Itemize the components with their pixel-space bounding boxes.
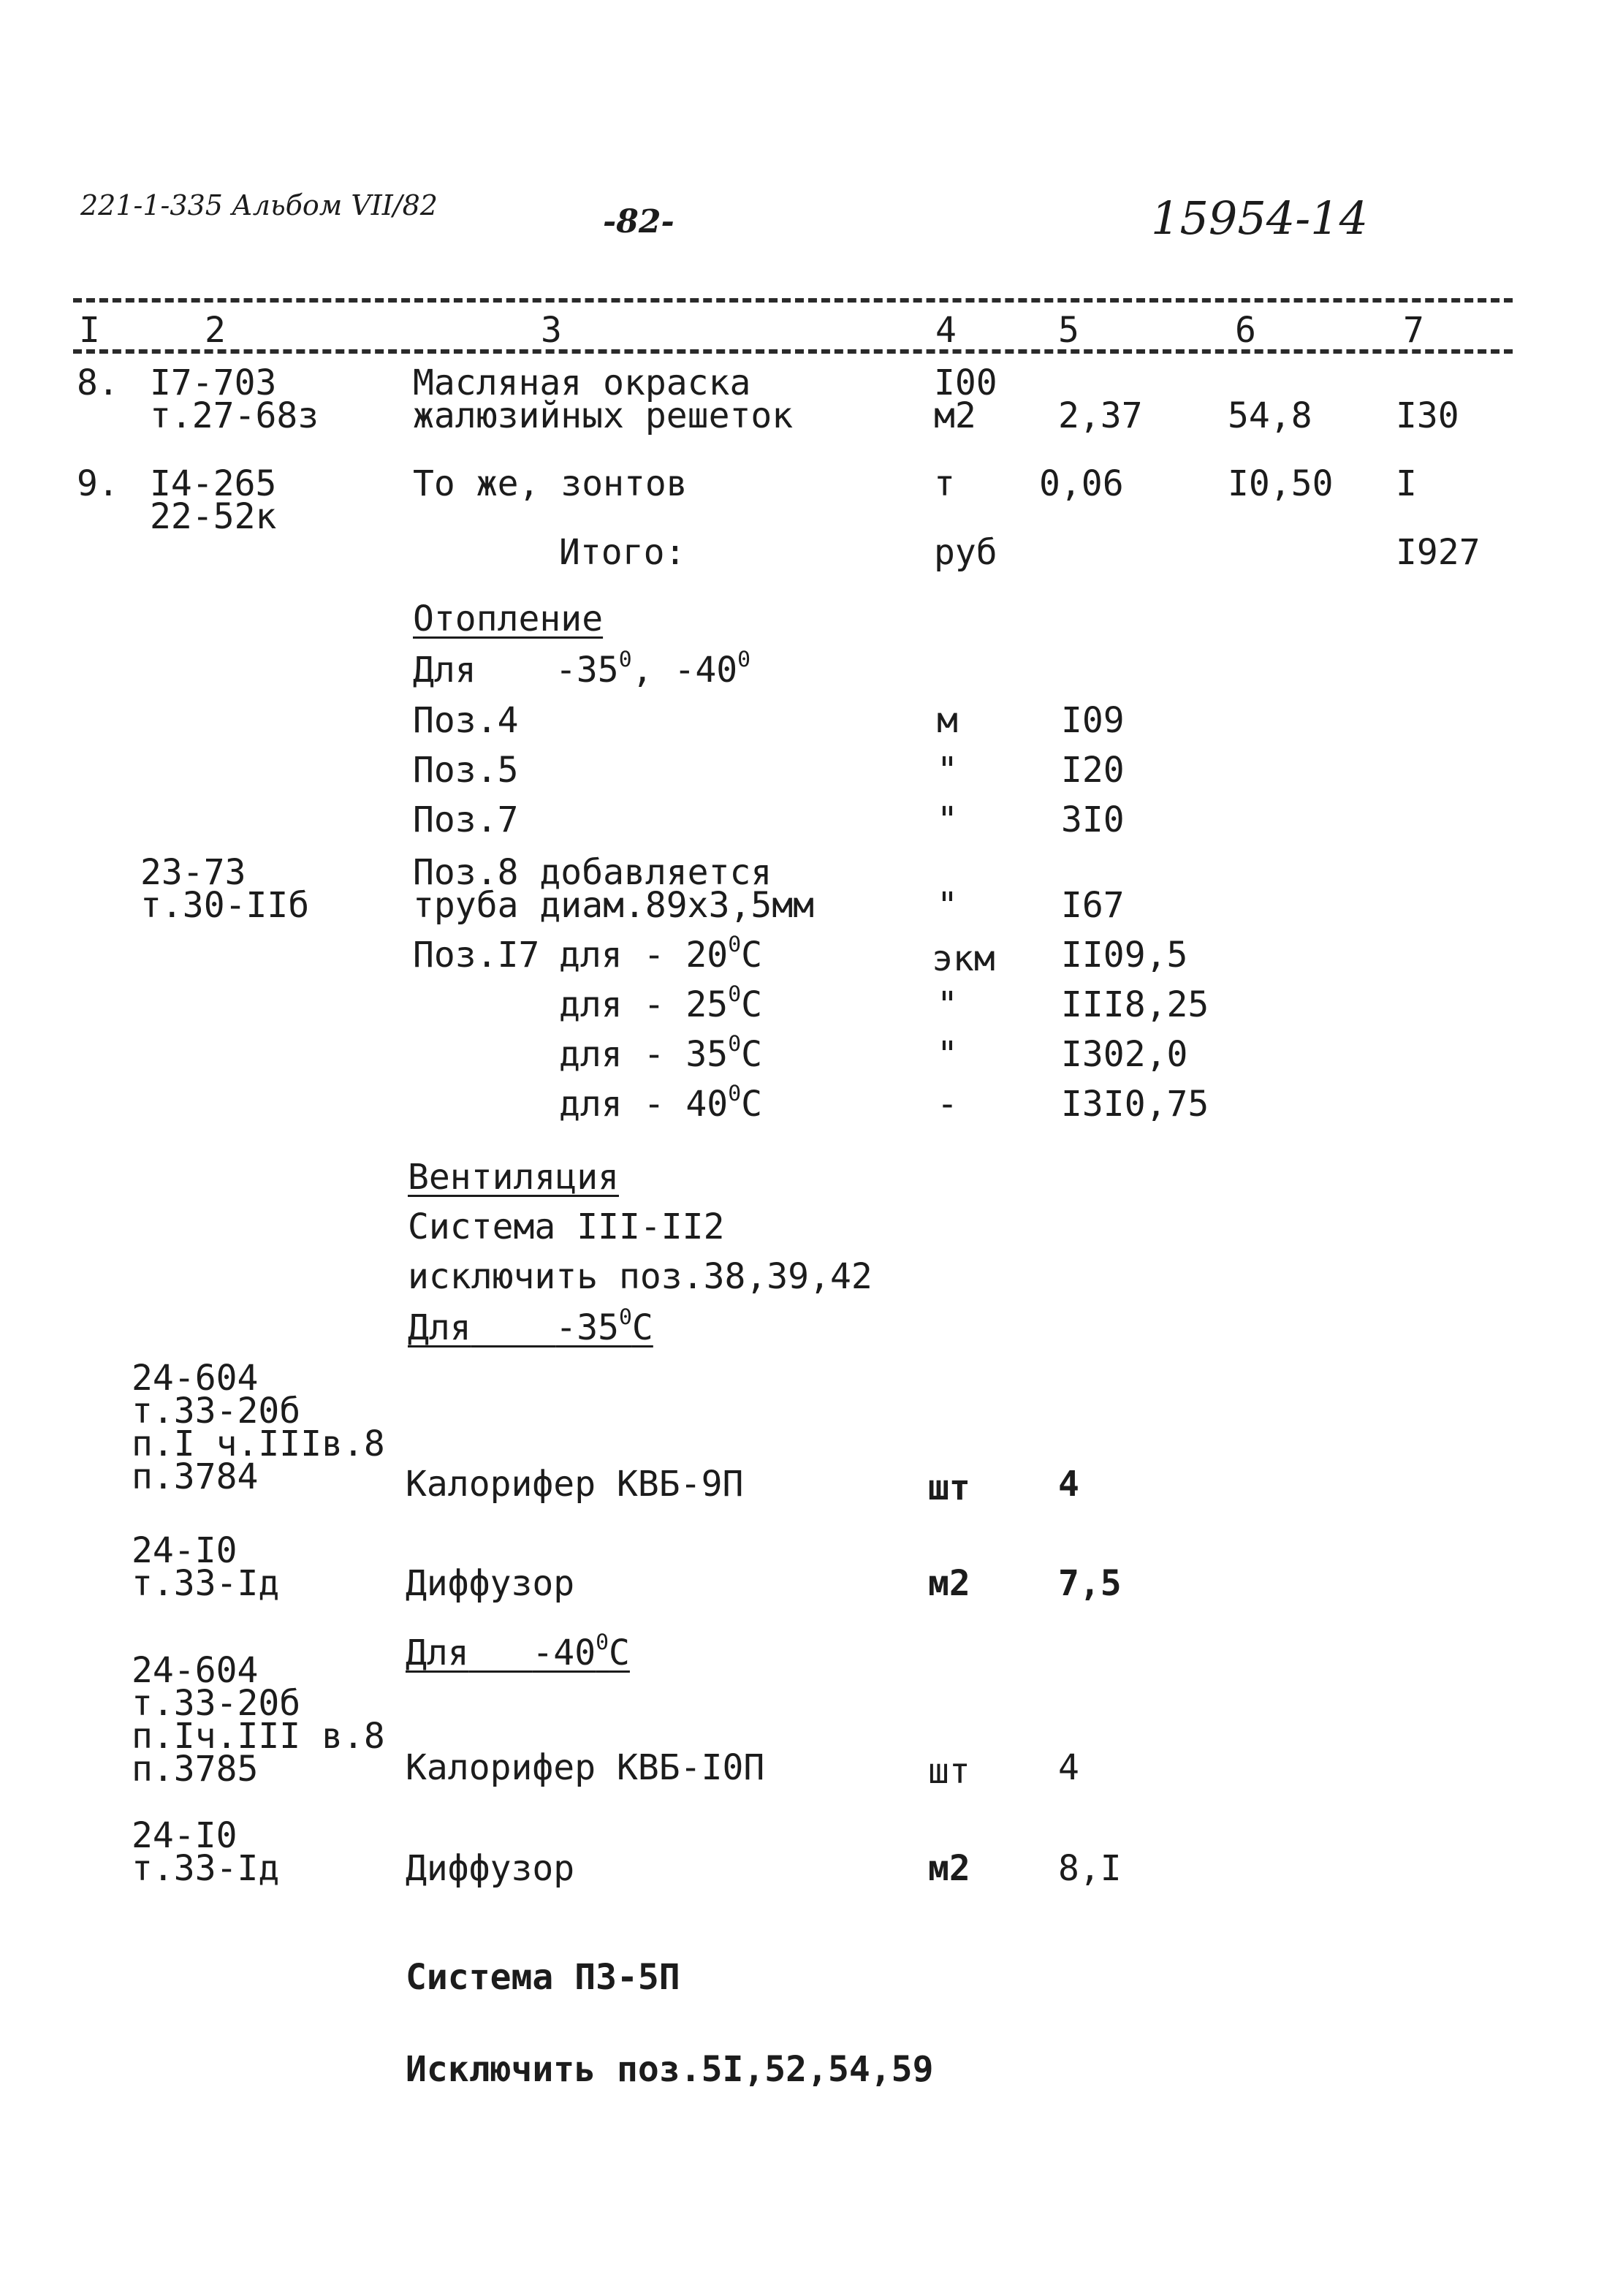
for-minus-40: Для $-40^0C$ bbox=[406, 1630, 630, 1673]
row-9-number: 9. bbox=[77, 463, 119, 504]
heater-10p-code-1: 24-604 bbox=[132, 1650, 259, 1691]
diffuser-2-code-1: 24-I0 bbox=[132, 1815, 237, 1856]
dashed-rule-bottom bbox=[73, 349, 1513, 354]
archive-note: 221-1-335 Альбом VII/82 bbox=[80, 189, 438, 221]
heater-9p-value: 4 bbox=[1058, 1464, 1079, 1505]
col-header-3: 3 bbox=[541, 310, 562, 351]
row-9-code-1: I4-265 bbox=[150, 463, 277, 504]
row-8-unit-2: м2 bbox=[934, 395, 976, 436]
row-9-col6: I0,50 bbox=[1228, 463, 1334, 504]
row-9-col5: 0,06 bbox=[1039, 463, 1124, 504]
heater-9p-code-4: п.3784 bbox=[132, 1456, 259, 1497]
pos8-code-2: т.30-IIб bbox=[140, 885, 310, 926]
pos17-label: Поз.I7 bbox=[413, 935, 540, 976]
row-8-desc-1: Масляная окраска bbox=[413, 362, 751, 403]
row-8-col7: I30 bbox=[1396, 395, 1459, 436]
row-9-col7: I bbox=[1396, 463, 1417, 504]
diffuser-2-desc: Диффузор bbox=[406, 1848, 575, 1889]
col-header-5: 5 bbox=[1058, 310, 1079, 351]
pos8-value: I67 bbox=[1061, 885, 1125, 926]
col-header-6: 6 bbox=[1235, 310, 1256, 351]
heater-10p-unit: шт bbox=[928, 1751, 970, 1792]
ventilation-title: Вентиляция bbox=[408, 1157, 619, 1198]
pos17-row-3-unit: " bbox=[937, 1034, 958, 1075]
pos4-value: I09 bbox=[1061, 700, 1125, 741]
pos4-unit: м bbox=[937, 700, 958, 741]
pos5-label: Поз.5 bbox=[413, 750, 519, 791]
col-header-2: 2 bbox=[205, 310, 226, 351]
row-8-desc-2: жалюзийных решеток bbox=[413, 395, 794, 436]
pos8-unit: " bbox=[937, 885, 958, 926]
heater-9p-code-3: п.I ч.IIIв.8 bbox=[132, 1423, 385, 1464]
heater-10p-code-2: т.33-20б bbox=[132, 1683, 301, 1724]
page-number: -82- bbox=[603, 203, 674, 240]
heater-10p-code-3: п.Iч.III в.8 bbox=[132, 1716, 385, 1757]
total-unit: руб bbox=[934, 532, 997, 573]
diffuser-2-value: 8,I bbox=[1058, 1848, 1122, 1889]
pos17-row-4-unit: - bbox=[937, 1084, 958, 1125]
exclude-2: Исключить поз.5I,52,54,59 bbox=[406, 2049, 934, 2090]
pos17-row-2-value: III8,25 bbox=[1061, 984, 1209, 1025]
pos17-row-3-value: I302,0 bbox=[1061, 1034, 1188, 1075]
diffuser-2-code-2: т.33-Iд bbox=[132, 1848, 280, 1889]
heating-title: Отопление bbox=[413, 598, 604, 639]
diffuser-2-unit: м2 bbox=[928, 1848, 970, 1889]
pos17-row-1-value: II09,5 bbox=[1061, 935, 1188, 976]
row-9-unit: т bbox=[934, 463, 955, 504]
pos17-row-4-value: I3I0,75 bbox=[1061, 1084, 1209, 1125]
total-label: Итого: bbox=[559, 532, 686, 573]
diffuser-1-value: 7,5 bbox=[1058, 1563, 1122, 1604]
diffuser-1-code-1: 24-I0 bbox=[132, 1530, 237, 1571]
row-9-code-2: 22-52к bbox=[150, 496, 277, 537]
pos4-label: Поз.4 bbox=[413, 700, 519, 741]
row-8-code-1: I7-703 bbox=[150, 362, 277, 403]
heater-9p-unit: шт bbox=[928, 1467, 970, 1508]
heater-10p-desc: Калорифер КВБ-I0П bbox=[406, 1747, 765, 1788]
heater-9p-code-1: 24-604 bbox=[132, 1358, 259, 1399]
diffuser-1-code-2: т.33-Iд bbox=[132, 1563, 280, 1604]
system-1-title: Система III-II2 bbox=[408, 1206, 725, 1247]
for-minus-35: Для $-35^0C$ bbox=[408, 1304, 653, 1348]
system-2-title: Система П3-5П bbox=[406, 1957, 680, 1998]
pos7-unit: " bbox=[937, 799, 958, 840]
pos7-label: Поз.7 bbox=[413, 799, 519, 840]
row-8-col6: 54,8 bbox=[1228, 395, 1312, 436]
pos17-row-2-unit: " bbox=[937, 984, 958, 1025]
heater-10p-code-4: п.3785 bbox=[132, 1749, 259, 1790]
col-header-1: I bbox=[79, 310, 100, 351]
exclude-1: исключить поз.38,39,42 bbox=[408, 1256, 873, 1297]
dashed-rule-top bbox=[73, 298, 1513, 303]
heating-temps: $-35^0$, $-40^0$ bbox=[555, 647, 751, 691]
col-header-7: 7 bbox=[1403, 310, 1424, 351]
diffuser-1-unit: м2 bbox=[928, 1563, 970, 1604]
pos8-code-1: 23-73 bbox=[140, 852, 246, 893]
row-8-unit-1: I00 bbox=[934, 362, 997, 403]
heater-10p-value: 4 bbox=[1058, 1747, 1079, 1788]
pos5-unit: " bbox=[937, 750, 958, 791]
row-8-col5: 2,37 bbox=[1058, 395, 1143, 436]
pos8-line-1: Поз.8 добавляется bbox=[413, 852, 772, 893]
row-8-code-2: т.27-68з bbox=[150, 395, 319, 436]
pos7-value: 3I0 bbox=[1061, 799, 1125, 840]
pos17-row-1-unit: экм bbox=[932, 938, 995, 979]
pos17-row-3: для - $35^0C$ bbox=[559, 1031, 763, 1075]
document-number: 15954-14 bbox=[1151, 191, 1369, 245]
heater-9p-desc: Калорифер КВБ-9П bbox=[406, 1464, 744, 1505]
pos17-row-2: для - $25^0C$ bbox=[559, 981, 763, 1025]
total-value: I927 bbox=[1396, 532, 1481, 573]
col-header-4: 4 bbox=[935, 310, 957, 351]
pos8-line-2: труба диам.89х3,5мм bbox=[413, 885, 815, 926]
heating-for-label: Для bbox=[413, 650, 476, 691]
pos17-row-1: для - $20^0C$ bbox=[559, 932, 763, 976]
heater-9p-code-2: т.33-20б bbox=[132, 1391, 301, 1432]
row-9-desc: То же, зонтов bbox=[413, 463, 688, 504]
diffuser-1-desc: Диффузор bbox=[406, 1563, 575, 1604]
row-8-number: 8. bbox=[77, 362, 119, 403]
pos17-row-4: для - $40^0C$ bbox=[559, 1081, 763, 1125]
pos5-value: I20 bbox=[1061, 750, 1125, 791]
